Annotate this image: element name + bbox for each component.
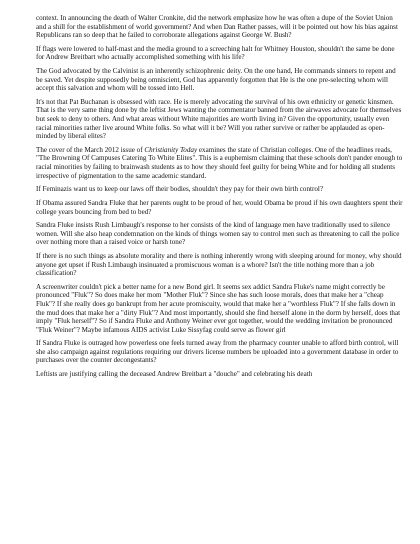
- paragraph-breitbart: Leftists are justifying calling the deceased Andrew Breitbart a "douche" and celebrating his death: [36, 370, 313, 379]
- paragraph-morality: If there is no such things as absolute morality and there is nothing inherently wrong with sleeping around for money, why should anyone get upset if Rush Limbaugh insinuated a promiscuous woman is a whore? Isn't the title nothing more than a job classification?: [36, 252, 402, 278]
- paragraph-christianity-today: [36, 146, 404, 180]
- paragraph-feminazis: If Feminazis want us to keep our laws off their bodies, shouldn't they pay for their own birth control?: [36, 185, 324, 194]
- paragraph-birth-control: If Sandra Fluke is outraged how powerless one feels turned away from the pharmacy counter unable to afford birth control, will she also campaign against regulations requiring our drivers license numbers be uploaded into a government database in order to purchases over the counter decongestants?: [36, 339, 399, 365]
- magazine-title: Christianity Today: [144, 145, 198, 154]
- paragraph-christianity-today-lead: The cover of the March 2012 issue of: [36, 145, 145, 154]
- paragraph-screenwriter: A screenwriter couldn't pick a better name for a new Bond girl. It seems sex addict Sandra Fluke's name might correctly be pronounced "Fluk"? So does make her mom "Mother Fluk"? Since she has such loose morals, does that make her a "cheap Fluk"? If she really does go bankrupt from her acute promiscuity, would that make her a "worthless Fluk"? If she falls down in the mud does that make her a "dirty Fluk"? And most importantly, should she find herself alone in the dorm by herself, does that imply "Fluk herself"? So if Sandra Fluke and Anthony Weiner ever got together, would the wedding invitation be pronounced "Fluk Weiner"? Maybe infamous AIDS activist Luke Sissyfag could serve as flower girl: [36, 282, 401, 334]
- paragraph-christianity-today-rest: examines the state of Christian colleges. One of the headlines reads, "The Browning Of Campuses Catering To White Elites". This is a euphemism claiming that these schools don't pander enough to racial minorities by failing to brainwash students as to how they should feel guilty for being White and for holding all students irrespective of pigmentation to the same academic standard.: [36, 145, 403, 180]
- paragraph-buchanan: It's not that Pat Buchanan is obsessed with race. He is merely advocating the survival of his own ethnicity or genetic kinsmen. That is the very same thing done by the leftist Jews wanting the commentator banned from the airwaves advocate for themselves but seek to deny to others. And what areas without White majorities are worth living in? Given the opportunity, usually even racial minorities rather live around White folks. So what will it be? Will you rather survive or rather be applauded as open-minded by liberal elites?: [36, 97, 402, 141]
- paragraph-obama: If Obama assured Sandra Fluke that her parents ought to be proud of her, would Obama be proud if his own daughters spent their college years bouncing from bed to bed?: [36, 198, 403, 216]
- paragraph-flags: If flags were lowered to half-mast and the media ground to a screeching halt for Whitney Houston, shouldn't the same be done for Andrew Breitbart who actually accomplished something with his life?: [36, 44, 395, 62]
- document-page: [36, 14, 404, 384]
- paragraph-limbaugh-response: Sandra Fluke insists Rush Limbaugh's response to her consists of the kind of language men have traditionally used to silence women. Will she also heap condemnation on the kinds of things women say to control men such as threatening to call the police over nothing more than a raised voice or harsh tone?: [36, 221, 400, 247]
- paragraph-calvinist: The God advocated by the Calvinist is an inherently schizophrenic deity. On the one hand, He commands sinners to repent and be saved. Yet despite supposedly being omniscient, God has apparently forgotten that He is the one pre-selecting whom will accept this salvation and whom will be tossed into Hell.: [36, 67, 396, 93]
- paragraph-cronkite: context. In announcing the death of Walter Cronkite, did the network emphasize how he was often a dupe of the Soviet Union and a shill for the establishment of world government? And when Dan Rather passes, will it be pointed out how his bias against Republicans ran so deep that he failed to corroborate allegations against George W. Bush?: [36, 14, 398, 40]
